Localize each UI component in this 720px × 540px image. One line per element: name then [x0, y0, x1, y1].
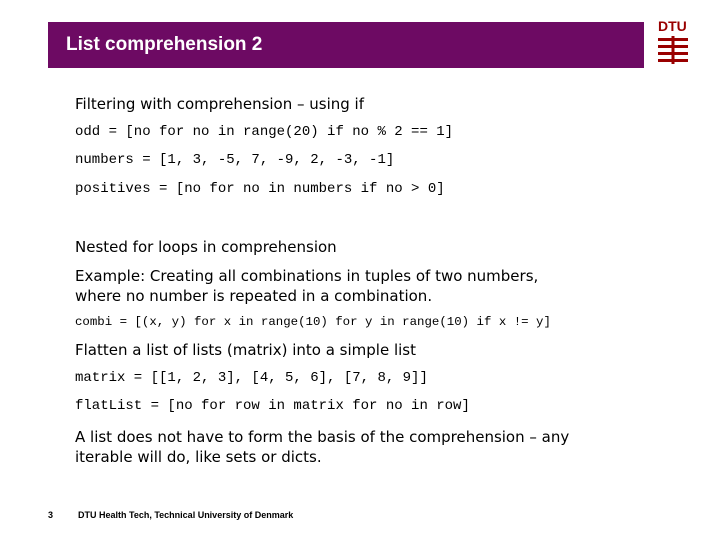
logo-text: DTU	[658, 18, 687, 34]
note-line-1: A list does not have to form the basis of the comprehension – any	[75, 428, 570, 446]
code-numbers: numbers = [1, 3, -5, 7, -9, 2, -3, -1]	[75, 152, 395, 168]
dtu-logo	[656, 18, 690, 66]
heading-nested-post: loops in comprehension	[153, 238, 337, 256]
code-flatlist: flatList = [no for row in matrix for no in row]	[75, 398, 470, 414]
example-line-1: Example: Creating all combinations in tuples of two numbers,	[75, 267, 539, 285]
heading-filtering: Filtering with comprehension – using if	[75, 95, 365, 113]
note-line-2: iterable will do, like sets or dicts.	[75, 448, 322, 466]
example-line-2: where no number is repeated in a combination.	[75, 287, 433, 305]
heading-nested-pre: Nested	[75, 238, 133, 256]
page-number: 3	[48, 510, 54, 520]
heading-nested	[75, 237, 337, 257]
code-matrix: matrix = [[1, 2, 3], [4, 5, 6], [7, 8, 9]]	[75, 370, 428, 386]
code-positives: positives = [no for no in numbers if no > 0]	[75, 181, 445, 197]
footer-institution: DTU Health Tech, Technical University of Denmark	[78, 510, 294, 520]
dtu-logo-icon	[656, 36, 690, 66]
heading-nested-keyword: for	[132, 238, 154, 256]
code-odd: odd = [no for no in range(20) if no % 2 == 1]	[75, 124, 454, 140]
title-bar	[48, 22, 644, 68]
slide-title: List comprehension 2	[66, 34, 263, 55]
heading-flatten: Flatten a list of lists (matrix) into a simple list	[75, 341, 416, 359]
code-combi: combi = [(x, y) for x in range(10) for y in range(10) if x != y]	[75, 315, 551, 329]
